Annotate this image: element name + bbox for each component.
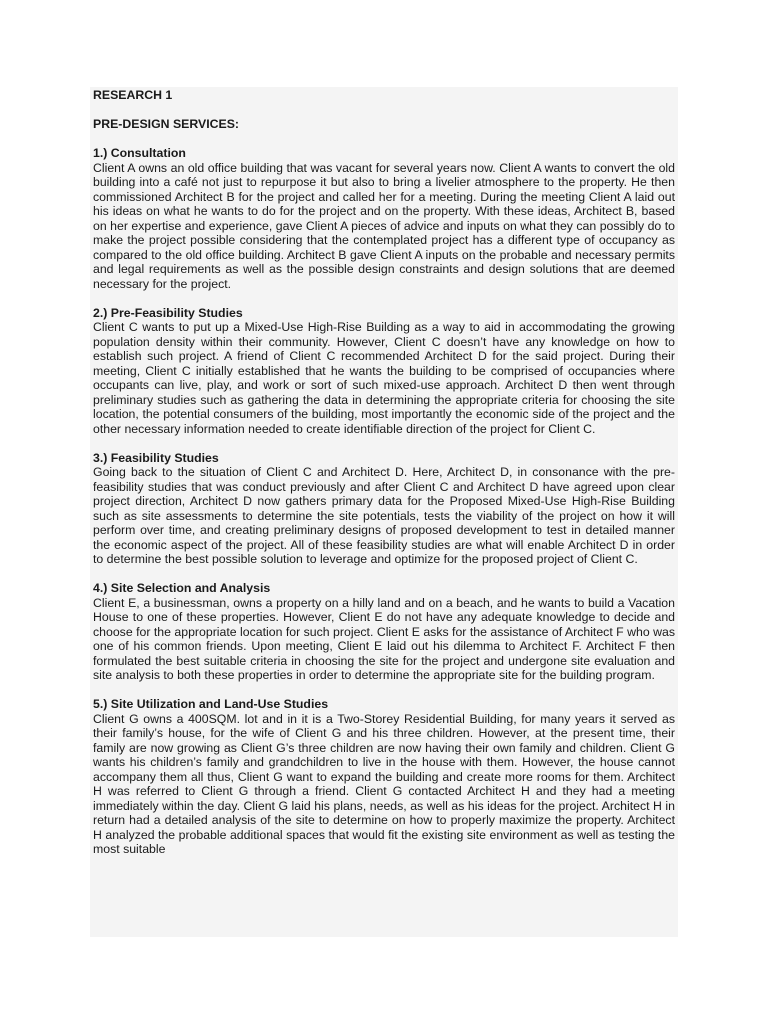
section-site-utilization [93,697,675,857]
section-body: Client C wants to put up a Mixed-Use High-Rise Building as a way to aid in accommodating the growing population density within their community. However, Client C doesn’t have any knowledge on how to establish such project. A friend of Client C recommended Architect D for the said project. During their meeting, Client C initially established that he wants the building to be comprised of occupancies where occupants can live, play, and work or sort of such mixed-use approach. Architect D then went through preliminary studies such as gathering the data in determining the appropriate criteria for choosing the site location, the potential consumers of the building, most importantly the economic side of the project and the other necessary information needed to create identifiable direction of the project for Client C. [93,320,675,436]
section-body: Going back to the situation of Client C and Architect D. Here, Architect D, in consonance with the pre-feasibility studies that was conduct previously and after Client C and Architect D have agreed upon clear project direction, Architect D now gathers primary data for the Proposed Mixed-Use High-Rise Building such as site assessments to determine the site potentials, tests the viability of the project on how it will perform over time, and creating preliminary designs of proposed development to test in detailed manner the economic aspect of the project. All of these feasibility studies are what will enable Architect D in order to determine the best possible solution to leverage and optimize for the proposed project of Client C. [93,465,675,566]
section-heading: 4.) Site Selection and Analysis [93,581,271,595]
section-body: Client E, a businessman, owns a property on a hilly land and on a beach, and he wants to build a Vacation House to one of these properties. However, Client E do not have any adequate knowledge to decide and choose for the appropriate location for such project. Client E asks for the assistance of Architect F who was one of his common friends. Upon meeting, Client E laid out his dilemma to Architect F. Architect F then formulated the best suitable criteria in choosing the site for the project and undergone site evaluation and site analysis to both these properties in order to determine the appropriate site for the building program. [93,595,675,682]
document-title: RESEARCH 1 [93,88,173,102]
section-body: Client G owns a 400SQM. lot and in it is a Two-Storey Residential Building, for many years it served as their family’s house, for the wife of Client G and his three children. However, at the present time, their family are now growing as Client G’s three children are now having their own family and children. Client G wants his children’s family and grandchildren to live in the house with them. However, the house cannot accompany them all thus, Client G want to expand the building and create more rooms for them. Architect H was referred to Client G through a friend. Client G contacted Architect H and they had a meeting immediately within the day. Client G laid his plans, needs, as well as his ideas for the project. Architect H in return had a detailed analysis of the site to determine on how to properly maximize the property. Architect H analyzed the probable additional spaces that would fit the existing site environment as well as testing the most suitable [93,711,675,856]
section-heading: 2.) Pre-Feasibility Studies [93,305,243,320]
section-pre-feasibility [93,306,675,437]
section-feasibility [93,451,675,567]
section-heading: 5.) Site Utilization and Land-Use Studies [93,697,329,711]
section-consultation [93,146,675,291]
section-heading: 3.) Feasibility Studies [93,450,219,465]
section-body: Client A owns an old office building that was vacant for several years now. Client A wants to convert the old building into a café not just to repurpose it but also to bring a livelier atmosphere to the property. He then commissioned Architect B for the project and called her for a meeting. During the meeting Client A laid out his ideas on what he wants to do for the project and on the property. With these ideas, Architect B, based on her expertise and experience, gave Client A pieces of advice and inputs on what they can possibly do to make the project possible considering that the contemplated project has a different type of occupancy as compared to the old office building. Architect B gave Client A inputs on the probable and necessary permits and legal requirements as well as the possible design constraints and design solutions that are deemed necessary for the project. [93,160,675,291]
document-page [90,87,678,937]
document-content [90,87,678,857]
section-site-selection [93,581,675,683]
section-heading: 1.) Consultation [93,146,186,160]
document-subtitle: PRE-DESIGN SERVICES: [93,117,240,131]
